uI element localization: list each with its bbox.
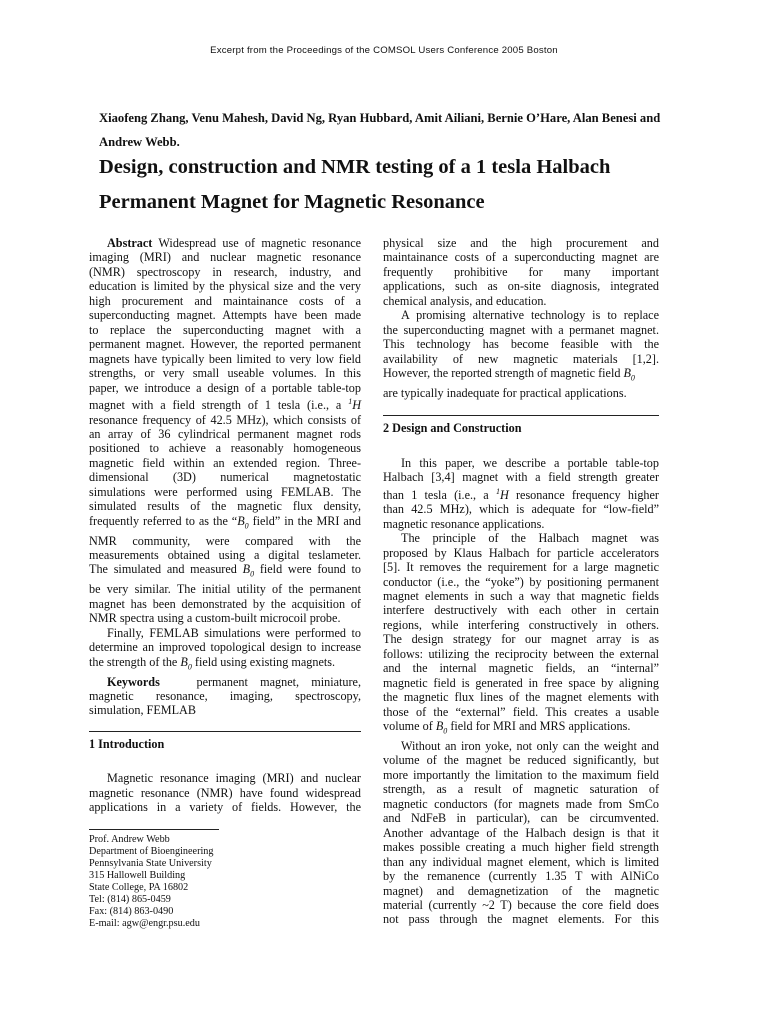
text-line: However, the reported strength of magnetic field $B_0$ [383,366,635,383]
abstract-line: dimensional (3D) numerical magnetostatic [89,470,361,485]
abstract-line: NMR community, were compared with the [89,533,361,548]
keywords-line: Keywords permanent magnet, miniature, [107,674,362,689]
text-line: those of the “external” field. This creates a usable [383,704,659,719]
text-line: conductor (i.e., the “yoke”) by positioning permanent [383,574,659,589]
corresponding-author-footnote [89,834,361,930]
text-line: [5]. It removes the requirement for a large magnetic [383,560,659,575]
paper-title [99,150,699,220]
text-line: Without an iron yoke, not only can the weight and [401,738,659,753]
title-line-2: Permanent Magnet for Magnetic Resonance [99,191,485,213]
footnote-line: Prof. Andrew Webb [89,833,170,845]
text-line: the magnetic flux lines of the magnet elements with [383,690,659,705]
abstract-line: magnets have typically been limited to very low field [89,351,361,366]
section-divider [383,415,659,416]
abstract-line: magnet with a field strength of 1 tesla (i.e., a $^1$H [89,396,362,413]
intro-continued [383,236,659,400]
text-line: and NdFeB in particular), can be circumvented. [383,811,659,826]
keywords-line: magnetic resonance, imaging, spectroscopy, [89,688,361,703]
abstract-line: simulations were performed using FEMLAB. The [89,484,361,499]
abstract-line: Finally, FEMLAB simulations were performed to [107,625,361,640]
right-column [383,236,659,927]
intro-line: magnetic resonance (NMR) have found widespread [89,785,361,800]
section-divider [89,731,361,732]
keywords-line: simulation, FEMLAB [89,703,196,718]
abstract-line: to replace the superconducting magnet with a [89,322,361,337]
footnote-line: 315 Hallowell Building [89,869,186,881]
footnote-email: E-mail: agw@engr.psu.edu [89,917,200,929]
abstract [89,236,361,718]
footnote-line: Pennsylvania State University [89,857,212,869]
title-line-1: Design, construction and NMR testing of a 1 tesla Halbach [99,156,611,178]
text-line: strength, as a result of magnetic saturation of [383,782,659,797]
abstract-line: paper, we introduce a design of a portable table-top [89,380,361,395]
footnote-divider [89,829,219,830]
author-line-1: Xiaofeng Zhang, Venu Mahesh, David Ng, Ryan Hubbard, Amit Ailiani, Bernie O’Hare, Alan Benesi and [99,111,661,125]
proceedings-header: Excerpt from the Proceedings of the COMSOL Users Conference 2005 Boston [210,45,558,56]
abstract-line: strengths, or very small useable volumes. In this [89,366,361,381]
text-line: Another advantage of the Halbach design is that it [383,825,659,840]
text-line: proposed by Klaus Halbach for particle accelerators [383,545,659,560]
footnote-line: Department of Bioengineering [89,845,214,857]
abstract-label: Abstract [107,236,153,250]
text-line: more importantly the limitation to the maximum field [383,767,659,782]
text-line: interfere destructively with each other in certain [383,603,659,618]
text-line: magnetic resonance applications. [383,516,545,531]
text-line: than 1 tesla (i.e., a $^1$H resonance frequency higher [383,486,659,502]
text-line: chemical analysis, and education. [383,293,547,308]
text-line: frequently prohibitive for many important [383,264,659,279]
abstract-line: an array of 36 cylindrical permanent magnet rods [89,426,361,441]
text-line: not pass through the magnet elements. For this [383,912,659,927]
text-line: than any individual magnet element, which is limited [383,854,659,869]
abstract-line: the strength of the $B_0$ field using existing magnets. [89,654,336,672]
left-column [89,236,361,930]
abstract-line: Abstract Widespread use of magnetic resonance [107,236,362,250]
text-line: magnetic field is generated in free space by aligning [383,675,659,690]
abstract-line: determine an improved topological design to increase [89,640,361,655]
abstract-line: (NMR) spectroscopy in research, industry, and [89,264,361,279]
text-line: A promising alternative technology is to replace [401,308,659,323]
abstract-line: frequently referred to as the “$B_0$ field” in the MRI and [89,513,361,531]
footnote-line: Tel: (814) 865-0459 [89,893,171,905]
author-line-2: Andrew Webb. [99,135,180,149]
design-text [383,456,659,927]
abstract-line: permanent magnet. However, the reported permanent [89,337,361,352]
abstract-line: resonance frequency of 42.5 MHz), which consists of [89,412,361,427]
text-line: the superconducting magnet with a permanet magnet. [383,322,659,337]
text-line: magnetic conductors (for magnets made from SmCo [383,796,659,811]
introduction-text [89,771,361,814]
keywords-label: Keywords [107,674,160,689]
section-heading-introduction: 1 Introduction [89,736,165,751]
text-line: This technology has become feasible with the [383,337,659,352]
text-line: The design strategy for our magnet array is as [383,632,659,647]
text-line: volume of $B_0$ field for MRI and MRS applications. [383,719,631,736]
abstract-line: superconducting magnet. Attempts have been made [89,308,361,323]
text-line: than 42.5 MHz), which is adequate for “low-field” [383,502,659,517]
footnote-line: Fax: (814) 863-0490 [89,905,174,917]
text-line: and the internal magnetic fields, an “internal” [383,661,659,676]
abstract-line: simulated results of the magnetic flux density, [89,499,361,514]
intro-line: Magnetic resonance imaging (MRI) and nuclear [107,771,361,786]
text-line: The principle of the Halbach magnet was [401,531,659,546]
abstract-line: education is limited by the physical size and the very [89,279,361,294]
text-line: material (currently ~2 T) because the core field does [383,897,659,912]
intro-line: applications in a variety of fields. However, the [89,800,361,815]
abstract-line: NMR spectra using a custom-built microcoil probe. [89,611,341,626]
footnote-line: State College, PA 16802 [89,881,189,893]
text-line: magnet elements in such a way that magnetic fields [383,589,659,604]
text-line: In this paper, we describe a portable table-top [401,455,659,470]
abstract-line: The simulated and measured $B_0$ field were found to [89,562,361,579]
text-line: are typically inadequate for practical applications. [383,385,627,400]
text-line: makes possible creating a much higher field strength [383,840,659,855]
text-line: regions, while interfering constructively in others. [383,617,659,632]
text-line: follows: utilizing the reciprocity between the external [383,646,659,661]
abstract-line: be very similar. The initial utility of the permanent [89,582,361,597]
text-line: maintainance costs of a superconducting magnet are [383,250,659,265]
abstract-line: magnetic field within an extended region. Three- [89,455,361,470]
text-line: Halbach [3,4] magnet with a field strength greater [383,470,659,485]
abstract-line: imaging (MRI) and nuclear magnetic resonance [89,250,361,265]
abstract-line: magnet has been demonstrated by the acquisition of [89,596,361,611]
abstract-line: high procurement and maintainance costs of a [89,293,361,308]
author-list [99,106,674,154]
abstract-line: measurements obtained using a digital teslameter. [89,548,361,563]
text-line: by the remanence (currently 1.35 T with AlNiCo [383,869,659,884]
section-heading-design: 2 Design and Construction [383,421,522,436]
text-line: volume of the magnet be reduced significantly, but [383,753,659,768]
abstract-line: positioned to achieve a reasonably homogeneous [89,441,361,456]
text-line: applications, such as on-site diagnosis, integrated [383,279,659,294]
text-line: availability of new magnetic materials [1,2]. [383,351,659,366]
text-line: physical size and the high procurement and [383,236,659,250]
text-line: magnet) and demagnetization of the magnetic [383,883,659,898]
